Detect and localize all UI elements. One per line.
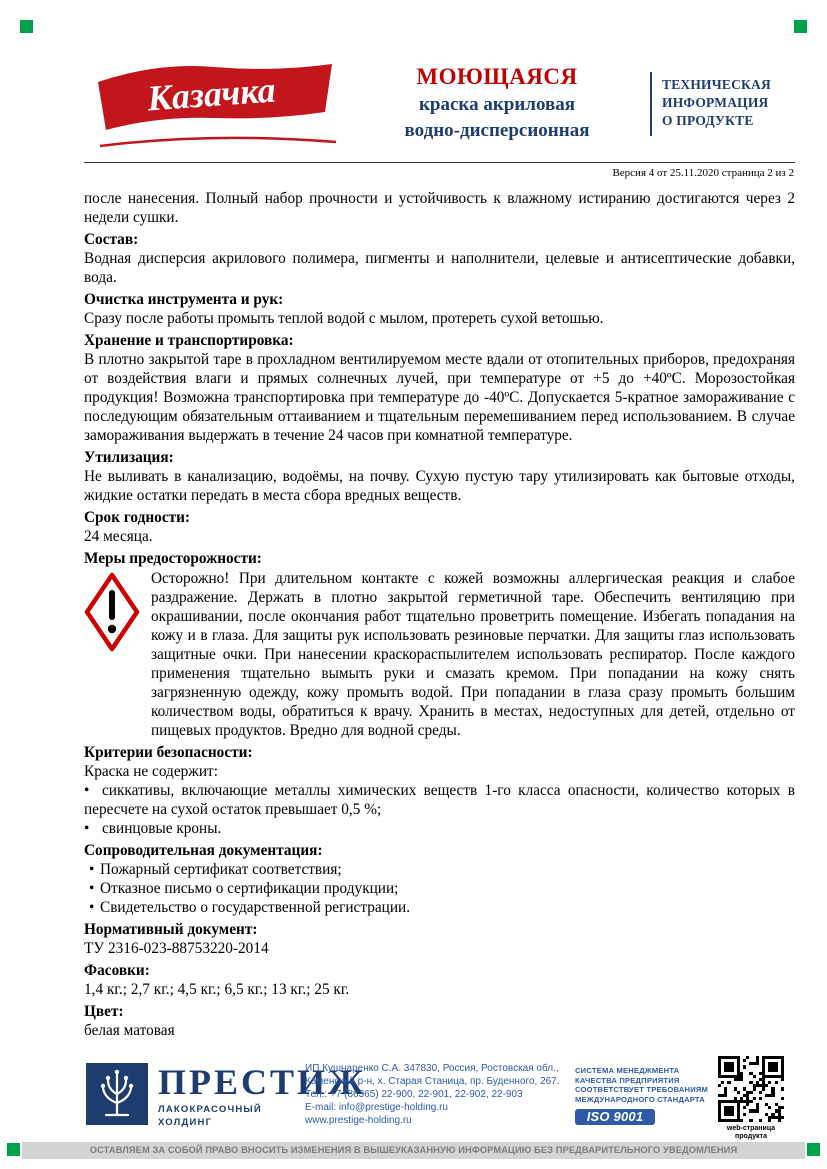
contact-phone: Тел.: +7 (86365) 22-900, 22-901, 22-902, 22-903 <box>305 1089 523 1100</box>
qr-label: web-страница продукта <box>726 1125 776 1140</box>
utilizaciya-text: Не выливать в канализацию, водоёмы, на почву. Сухую пустую тару утилизировать как бытовые отходы, жидкие остатки передать в места сбора вредных веществ. <box>84 468 795 504</box>
heading-kriterii: Критерии безопасности: <box>84 744 253 761</box>
heading-sostav: Состав: <box>84 231 139 248</box>
soprovod-item <box>84 879 795 898</box>
kriterii-intro: Краска не содержит: <box>84 763 218 780</box>
product-title <box>358 64 636 142</box>
sostav-text: Водная дисперсия акрилового полимера, пигменты и наполнители, целевые и антисептические добавки, вода. <box>84 250 795 286</box>
brand-subtitle-line1: ЛАКОКРАСОЧНЫЙ <box>158 1104 262 1115</box>
crop-mark-bottom-left <box>7 1143 20 1156</box>
soprovod-item <box>84 898 795 917</box>
heading-soprovod: Сопроводительная документация: <box>84 842 323 859</box>
kazachka-logo <box>88 58 340 156</box>
iso-text-line3: СООТВЕТСТВУЕТ ТРЕБОВАНИЯМ <box>575 1085 709 1095</box>
srok-text: 24 месяца. <box>84 528 153 545</box>
safety-text: Осторожно! При длительном контакте с кожей возможны аллергическая реакция и слабое раздражение. Держать в плотно закрытой герметичной таре. Обеспечить вентиляцию при окрашивании, после окончания работ тщательно проветрить помещение. Избегать попадания на кожу и в глаза. Для защиты рук использовать резиновые перчатки. Для защиты глаз использовать защитные очки. При нанесении краскораспылителем использовать респиратор. После каждого применения тщательно вымыть руки и смазать кремом. При попадании на кожу снять загрязненную одежду, кожу промыть водой. При попадании в глаза сразу промыть большим количеством воды, обратиться к врачу. Хранить в местах, недоступных для детей, отдельно от пищевых продуктов. Вредно для водной среды. <box>151 570 795 739</box>
header-rule <box>84 162 795 163</box>
heading-srok: Срок годности: <box>84 509 191 526</box>
contact-address-line1: ИП Кушнаренко С.А. 347830, Россия, Ростовская обл., <box>305 1063 559 1074</box>
safety-block <box>84 569 795 740</box>
heading-fasovki: Фасовки: <box>84 962 150 979</box>
contact-address-line2: Каменский р-н, х. Старая Станица, пр. Буденного, 267. <box>305 1076 560 1087</box>
doc-type-line2: ИНФОРМАЦИЯ <box>662 95 769 110</box>
ochistka-text: Сразу после работы промыть теплой водой с мылом, протереть сухой ветошью. <box>84 310 604 327</box>
heading-normativ: Нормативный документ: <box>84 921 258 938</box>
iso-text-line1: СИСТЕМА МЕНЕДЖМЕНТА <box>575 1066 680 1075</box>
brand-subtitle-line2: ХОЛДИНГ <box>158 1117 213 1128</box>
version-line: Версия 4 от 25.11.2020 страница 2 из 2 <box>612 167 794 179</box>
kazachka-banner-icon <box>88 58 340 156</box>
kriterii-bullet-text: свинцовые кроны. <box>102 820 222 837</box>
prestige-tree-logo <box>86 1063 148 1125</box>
product-title-line2: краска акриловая <box>418 94 576 115</box>
fasovki-text: 1,4 кг.; 2,7 кг.; 4,5 кг.; 6,5 кг.; 13 кг.; 25 кг. <box>84 981 350 998</box>
document-body <box>84 189 795 1040</box>
contact-block <box>305 1062 560 1127</box>
kriterii-bullet <box>84 781 795 819</box>
crop-mark-top-right <box>794 20 807 33</box>
iso-block <box>575 1066 708 1125</box>
iso-text-line4: МЕЖДУНАРОДНОГО СТАНДАРТА <box>575 1094 705 1104</box>
header-vertical-divider <box>650 72 652 136</box>
contact-website[interactable]: www.prestige-holding.ru <box>305 1115 412 1126</box>
contact-email[interactable]: E-mail: info@prestige-holding.ru <box>305 1102 448 1113</box>
ghs-exclamation-pictogram-icon <box>84 569 140 740</box>
intro-paragraph: после нанесения. Полный набор прочности и устойчивость к влажному истиранию достигаются через 2 недели сушки. <box>84 190 795 226</box>
disclaimer-bar: ОСТАВЛЯЕМ ЗА СОБОЙ ПРАВО ВНОСИТЬ ИЗМЕНЕНИЯ В ВЫШЕУКАЗАННУЮ ИНФОРМАЦИЮ БЕЗ ПРЕДВАРИТЕЛЬНОГО УВЕДОМЛЕНИЯ <box>22 1142 805 1159</box>
iso-9001-badge: ISO 9001 <box>575 1109 655 1125</box>
heading-mery: Меры предосторожности: <box>84 550 262 567</box>
normativ-text: ТУ 2316-023-88753220-2014 <box>84 940 269 957</box>
doc-type-label <box>662 76 771 130</box>
product-title-line3: водно-дисперсионная <box>404 120 590 141</box>
crop-mark-top-left <box>20 20 33 33</box>
tree-icon <box>86 1063 148 1125</box>
logo-underline <box>100 138 336 146</box>
brand-name: ПРЕСТИЖ <box>158 1062 367 1102</box>
kriterii-bullet <box>84 819 795 838</box>
soprovod-item-text: Отказное письмо о сертификации продукции; <box>100 880 399 897</box>
heading-cvet: Цвет: <box>84 1003 124 1020</box>
heading-ochistka: Очистка инструмента и рук: <box>84 291 284 308</box>
hranenie-text: В плотно закрытой таре в прохладном вентилируемом месте вдали от отопительных приборов, предохраняя от воздействия влаги и прямых солнечных лучей, при температуре от +5 до +40ºС. Морозостойкая продукция! Возможна транспортировка при температуре до -40ºС. Допускается 5-кратное замораживание с последующим обязательным оттаиванием и тщательным перемешиванием перед использованием. В случае замораживания выдержать в течение 24 часов при комнатной температуре. <box>84 351 795 444</box>
heading-utilizaciya: Утилизация: <box>84 449 174 466</box>
soprovod-item <box>84 860 795 879</box>
product-title-line1: МОЮЩАЯСЯ <box>416 64 578 89</box>
doc-type-line3: О ПРОДУКТЕ <box>662 113 754 128</box>
crop-mark-bottom-right <box>807 1143 820 1156</box>
soprovod-item-text: Свидетельство о государственной регистрации. <box>100 899 411 916</box>
kriterii-bullet-text: сиккативы, включающие металлы химических веществ 1-го класса опасности, количество которых в пересчете на сухой остаток превышает 0,5 %; <box>84 782 795 818</box>
logo-text: Казачка <box>146 69 277 119</box>
cvet-text: белая матовая <box>84 1022 175 1039</box>
qr-code <box>718 1056 784 1122</box>
soprovod-item-text: Пожарный сертификат соответствия; <box>100 861 342 878</box>
iso-text-line2: КАЧЕСТВА ПРЕДПРИЯТИЯ <box>575 1075 680 1085</box>
doc-type-line1: ТЕХНИЧЕСКАЯ <box>662 77 771 92</box>
heading-hranenie: Хранение и транспортировка: <box>84 332 294 349</box>
